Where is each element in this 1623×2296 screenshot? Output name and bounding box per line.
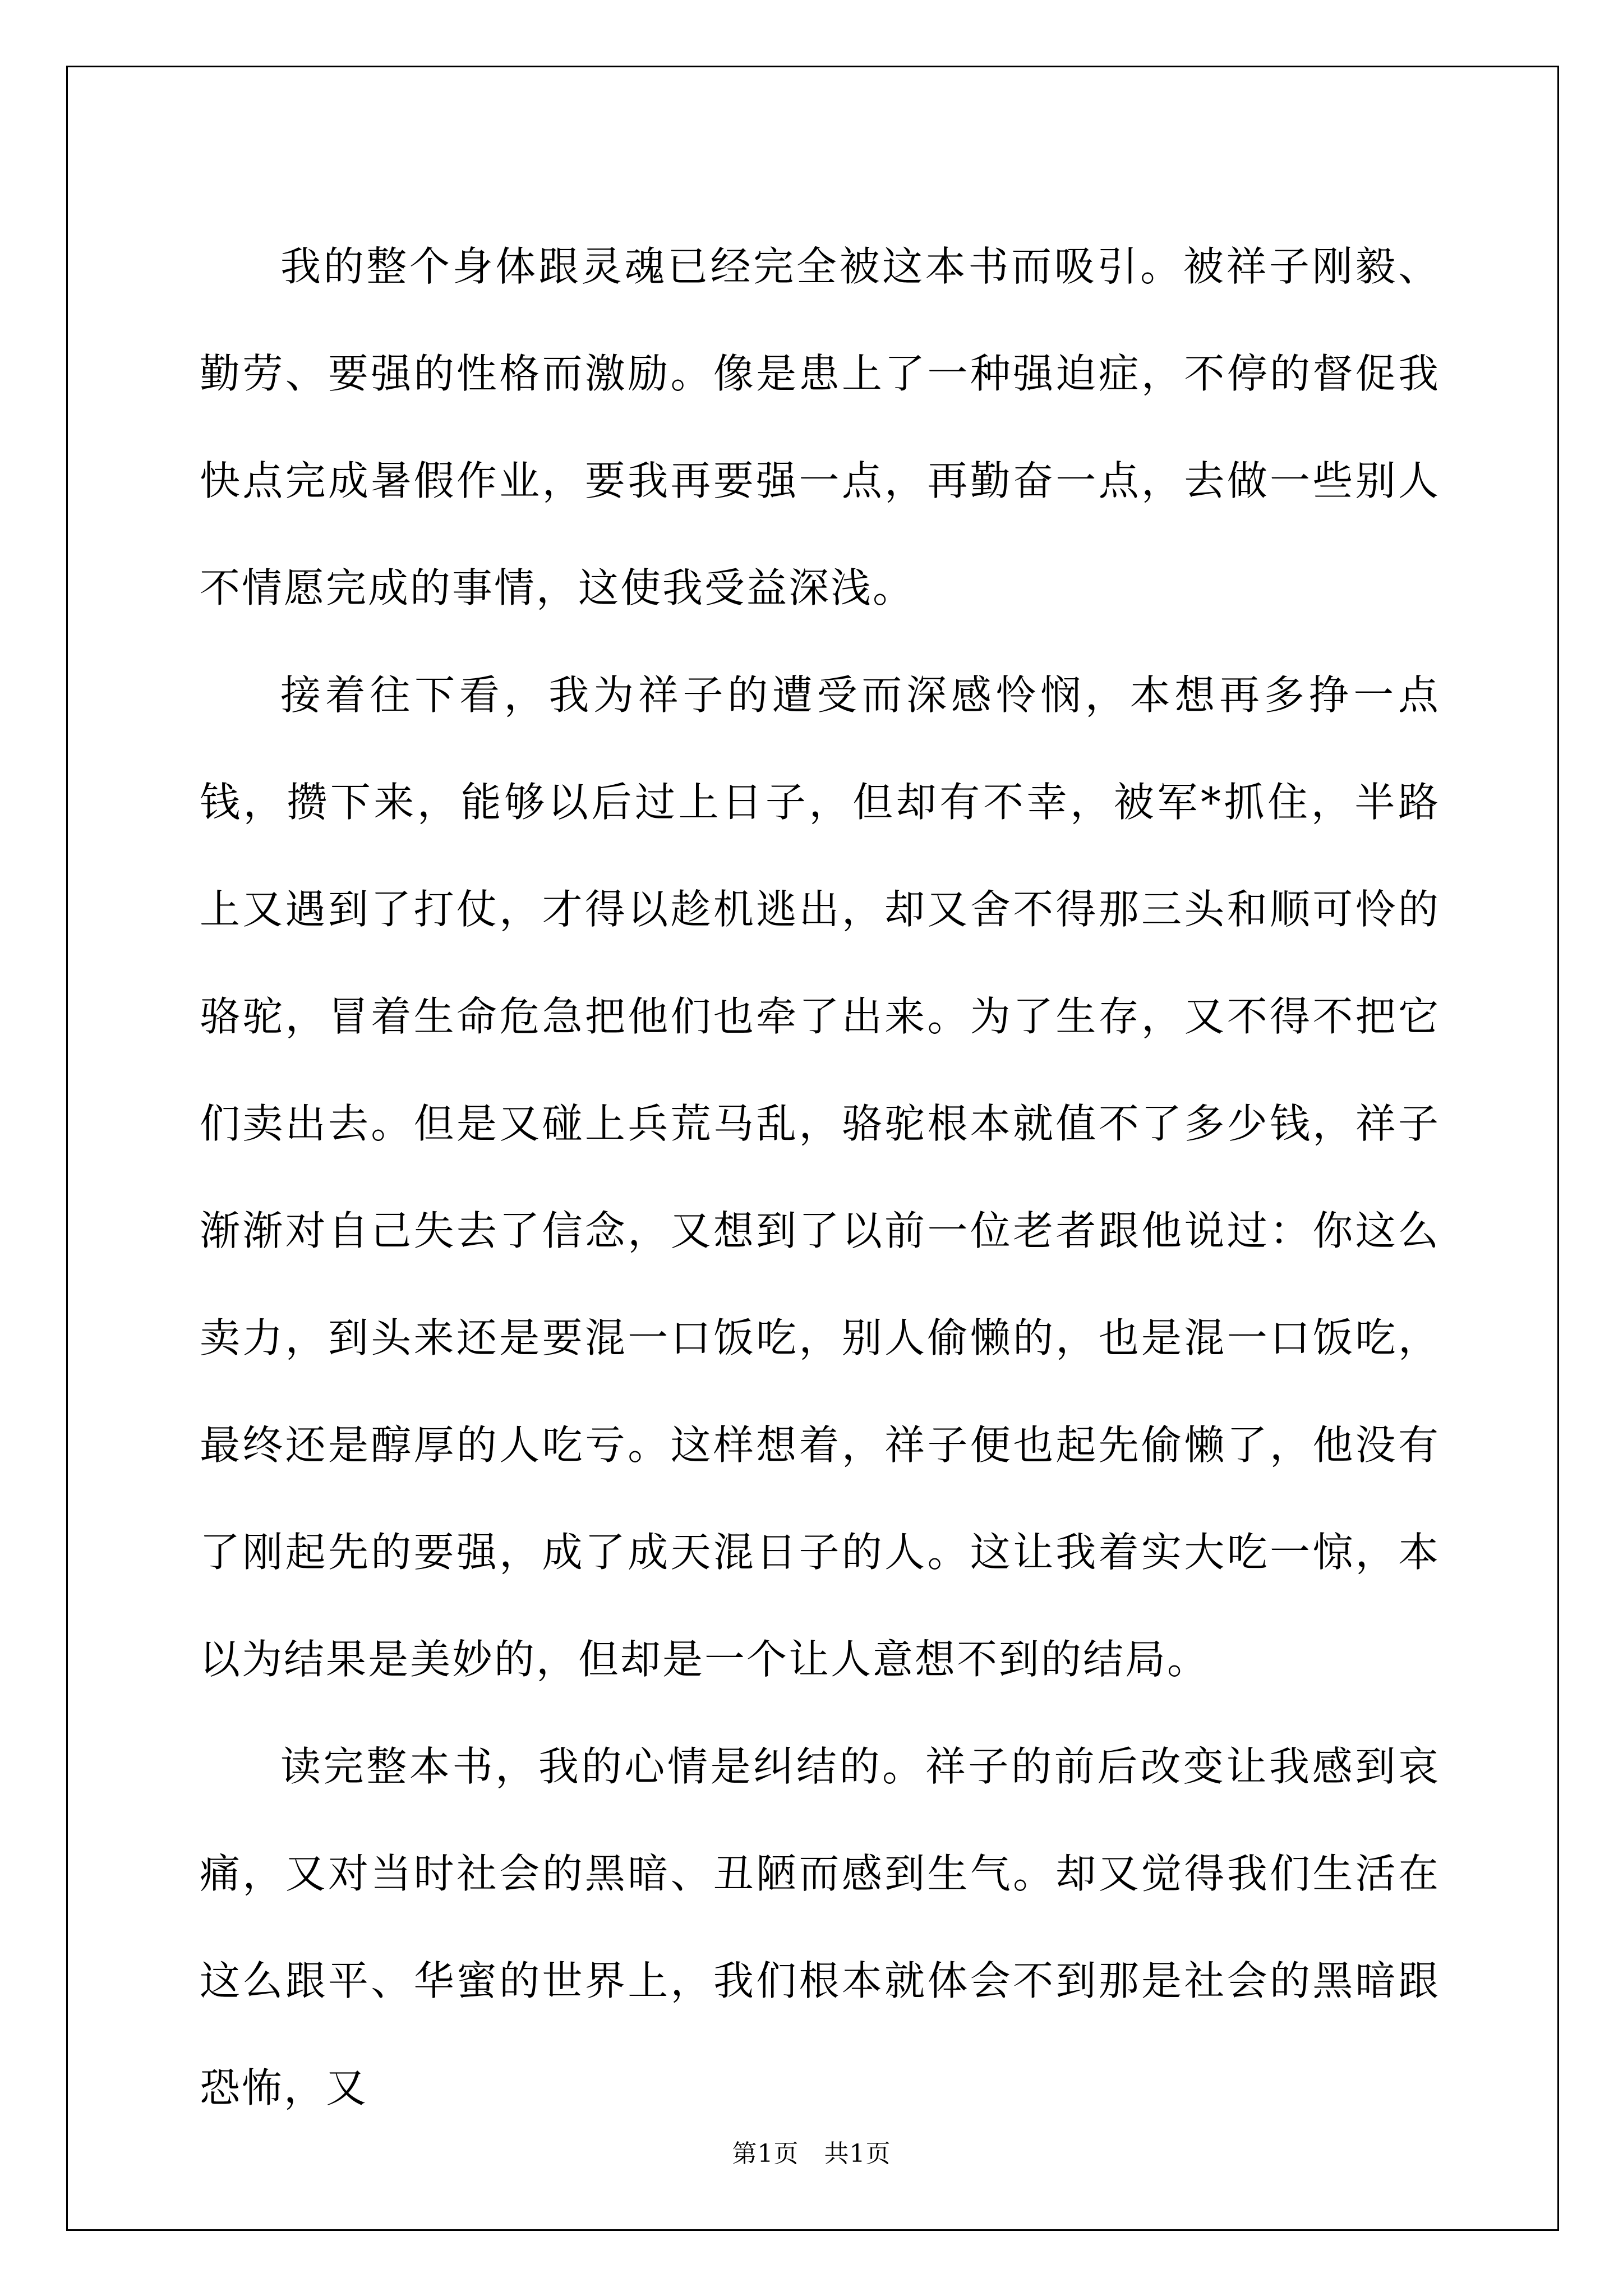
paragraph-3: 读完整本书，我的心情是纠结的。祥子的前后改变让我感到哀痛，又对当时社会的黑暗、丑陋而感到生气。却又觉得我们生活在这么跟平、华蜜的世界上，我们根本就体会不到那是社会的黑暗跟恐怖，又	[200, 1743, 1440, 2111]
document-body	[200, 213, 1440, 2142]
page-total: 共1页	[824, 2139, 891, 2168]
page-number: 第1页	[732, 2139, 799, 2168]
page-footer	[0, 2137, 1623, 2171]
paragraph-1: 我的整个身体跟灵魂已经完全被这本书而吸引。被祥子刚毅、勤劳、要强的性格而激励。像是患上了一种强迫症，不停的督促我快点完成暑假作业，要我再要强一点，再勤奋一点，去做一些别人不情愿完成的事情，这使我受益深浅。	[200, 243, 1440, 611]
paragraph-2: 接着往下看，我为祥子的遭受而深感怜悯，本想再多挣一点钱，攒下来，能够以后过上日子，但却有不幸，被军*抓住，半路上又遇到了打仗，才得以趁机逃出，却又舍不得那三头和顺可怜的骆驼，冒着生命危急把他们也牵了出来。为了生存，又不得不把它们卖出去。但是又碰上兵荒马乱，骆驼根本就值不了多少钱，祥子渐渐对自己失去了信念，又想到了以前一位老者跟他说过：你这么卖力，到头来还是要混一口饭吃，别人偷懒的，也是混一口饭吃，最终还是醇厚的人吃亏。这样想着，祥子便也起先偷懒了，他没有了刚起先的要强，成了成天混日子的人。这让我着实大吃一惊，本以为结果是美妙的，但却是一个让人意想不到的结局。	[200, 671, 1440, 1683]
footer-spacer	[799, 2139, 824, 2168]
